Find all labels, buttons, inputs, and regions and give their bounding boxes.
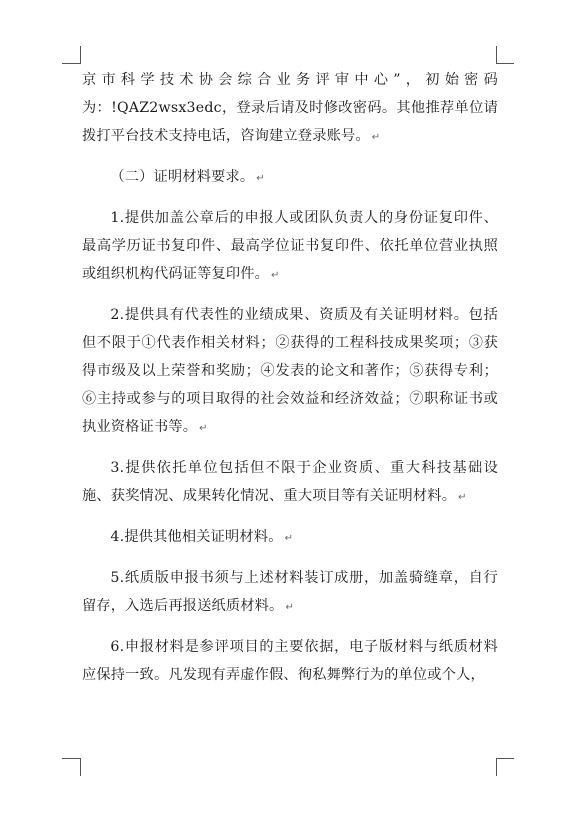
paragraph-mark: ↵ [271,270,280,281]
crop-mark-bottom-right-h [496,758,514,759]
crop-mark-top-right-h [496,63,514,64]
requirement-item-6 [82,633,498,689]
crop-mark-bottom-left-v [80,758,81,776]
intro-line-1: 京市科学技术协会综合业务评审中心”，初始密码 [82,72,498,88]
requirement-item-4 [82,523,498,553]
paragraph-mark: ↵ [371,132,381,143]
requirement-item-3 [82,454,498,512]
paragraph-mark: ↵ [458,492,467,503]
crop-mark-bottom-left-h [62,758,80,759]
requirement-item-text: 6.申报材料是参评项目的主要依据，电子版材料与纸质材料应保持一致。凡发现有弄虚作假、徇私舞弊行为的单位或个人， [82,639,498,683]
intro-paragraph [82,66,498,152]
requirement-item-text: 2.提供具有代表性的业绩成果、资质及有关证明材料。包括但不限于①代表作相关材料；②获得的工程科技成果奖项；③获得市级及以上荣誉和奖励；④发表的论文和著作；⑤获得专利；⑥主持或参与的项目取得的社会效益和经济效益；⑦职称证书或执业资格证书等。 [82,307,498,435]
paragraph-mark: ↵ [285,602,295,613]
crop-mark-top-left-v [80,46,81,64]
requirement-item-text: 3.提供依托单位包括但不限于企业资质、重大科技基础设施、获奖情况、成果转化情况、重大项目等有关证明材料。 [82,460,498,504]
requirement-item-text: 1.提供加盖公章后的申报人或团队负责人的身份证复印件、最高学历证书复印件、最高学位证书复印件、依托单位营业执照或组织机构代码证等复印件。 [82,210,498,282]
requirement-item-2 [82,301,498,443]
requirement-item-text: 5.纸质版申报书须与上述材料装订成册，加盖骑缝章，自行留存，入选后再报送纸质材料。 [82,570,498,614]
requirement-item-1 [82,204,498,290]
crop-mark-top-left-h [62,63,80,64]
crop-mark-top-right-v [496,46,497,64]
crop-mark-bottom-right-v [496,758,497,776]
paragraph-mark: ↵ [199,423,208,434]
requirement-item-5 [82,564,498,622]
section-heading-text: （二）证明材料要求。 [110,169,255,185]
paragraph-mark: ↵ [256,173,265,184]
intro-rest: 为：!QAZ2wsx3edc，登录后请及时修改密码。其他推荐单位请拨打平台技术支持电话，咨询建立登录账号。 [82,100,498,144]
paragraph-mark: ↵ [284,533,294,544]
requirement-item-text: 4.提供其他相关证明材料。 [110,529,283,545]
document-body [82,66,498,689]
section-heading [82,163,498,193]
